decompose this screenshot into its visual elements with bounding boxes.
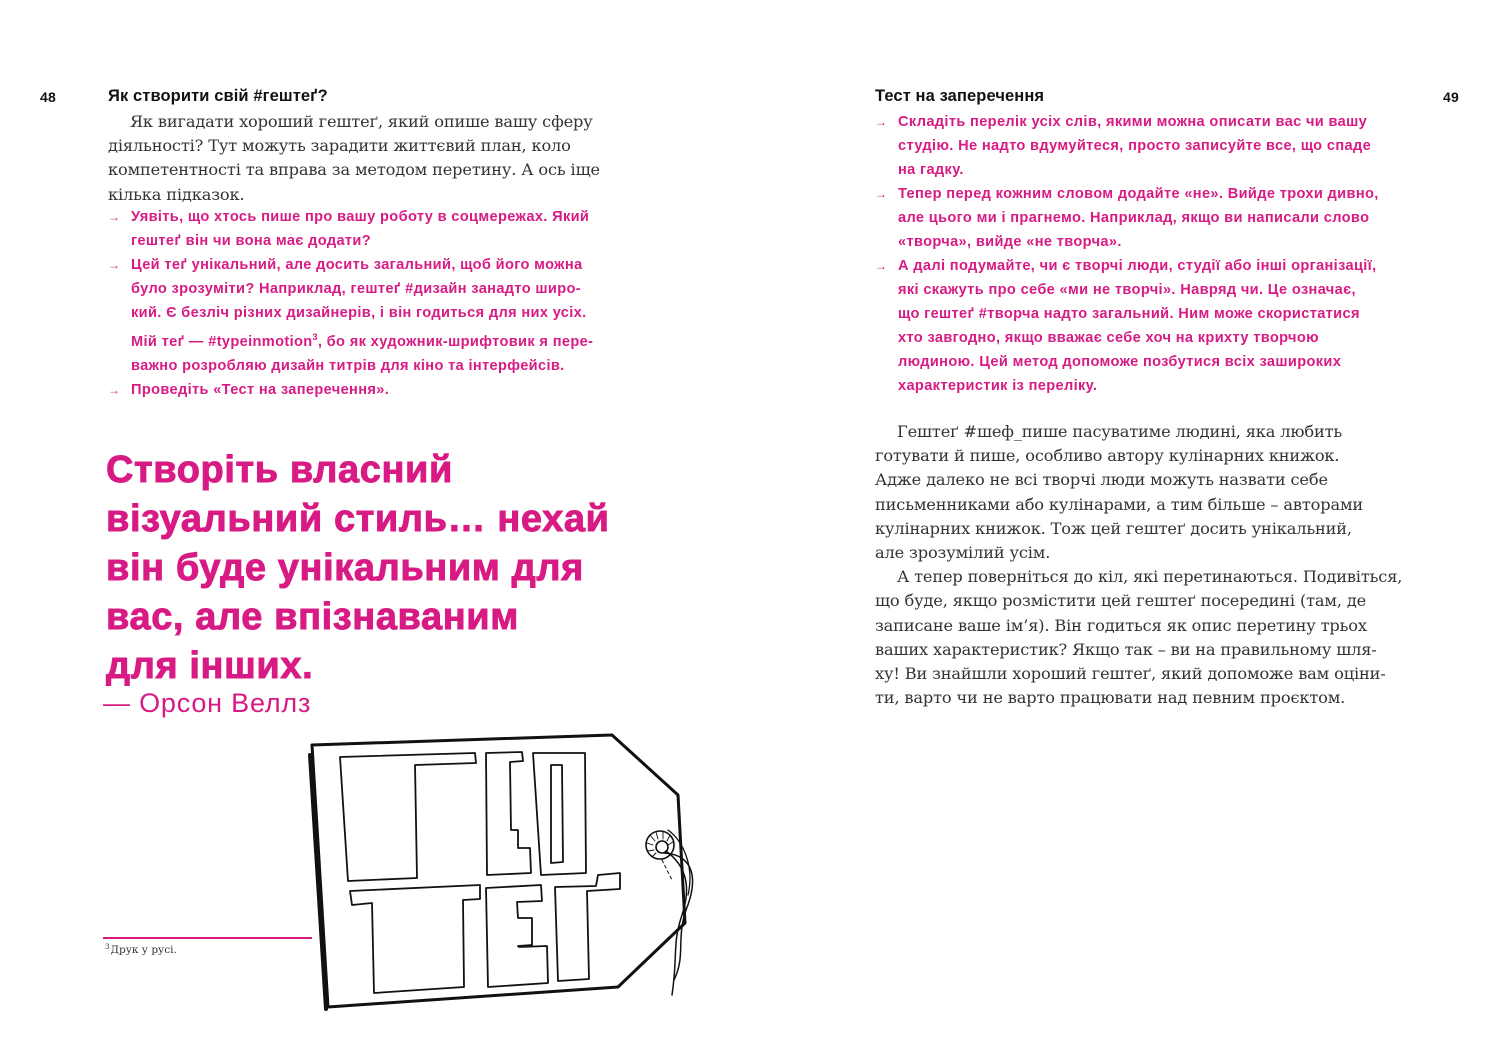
text-line: студію. Не надто вдумуйтеся, просто записуйте все, що спаде xyxy=(898,138,1372,154)
arrow-right-icon: → xyxy=(875,115,888,129)
text-line: Цей теґ унікальний, але досить загальний, щоб його можна xyxy=(131,257,583,273)
text-fragment: , бо як художник-шрифтовик я пере- xyxy=(317,334,594,350)
text-line: Як вигадати хороший гештеґ, який опише вашу сферу xyxy=(130,112,593,131)
pullquote-line: він буде унікальним для xyxy=(106,547,584,589)
text-line: ху! Ви знайшли хороший гештеґ, який допоможе вам оціни- xyxy=(875,664,1386,684)
text-line: але зрозумілий усім. xyxy=(875,543,1051,563)
text-line: важно розробляю дизайн титрів для кіно та інтерфейсів. xyxy=(131,358,565,374)
list-item xyxy=(875,182,1415,254)
text-line: але цього ми і прагнемо. Наприклад, якщо ви написали слово xyxy=(898,210,1370,226)
page-number: 49 xyxy=(1443,89,1459,105)
section-heading: Як створити свій #гештеґ? xyxy=(108,87,328,105)
text-line: було зрозуміти? Наприклад, гештеґ #дизайн занадто широ- xyxy=(131,281,581,297)
price-tag-icon xyxy=(300,705,720,1025)
text-line: гештеґ він чи вона має додати? xyxy=(131,233,372,249)
text-line: діяльності? Тут можуть зарадити життєвий план, коло xyxy=(108,136,571,156)
page-number: 48 xyxy=(40,89,56,105)
pullquote-line: візуальний стиль… нехай xyxy=(106,498,610,540)
arrow-right-icon: → xyxy=(108,383,121,397)
text-line: які скажуть про себе «ми не творчі». Навряд чи. Це означає, xyxy=(898,282,1356,298)
text-line: хто завгодно, якщо вважає себе хоч на крихту творчою xyxy=(898,330,1319,346)
text-line: ваших характеристик? Якщо так – ви на правильному шля- xyxy=(875,639,1377,659)
pullquote-line: Створіть власний xyxy=(106,449,453,491)
tag-outline xyxy=(312,735,685,1007)
footnote-reference[interactable]: 3 xyxy=(312,332,318,342)
arrow-right-icon: → xyxy=(875,259,888,273)
text-line: на гадку. xyxy=(898,162,964,178)
letter-g-upturn xyxy=(555,873,620,981)
text-line: кілька підказок. xyxy=(108,184,245,204)
text-line: компетентності та вправа за методом перетину. А ось іще xyxy=(108,160,600,180)
text-line: що гештеґ #творча надто загальний. Ним може скористатися xyxy=(898,306,1360,322)
text-line: характеристик із переліку. xyxy=(898,378,1098,394)
list-item xyxy=(875,254,1415,398)
hashtag-tag-illustration xyxy=(300,705,720,1025)
text-line: ти, варто чи не варто працювати над певним проєктом. xyxy=(875,688,1346,708)
text-line: Уявіть, що хтось пише про вашу роботу в соцмережах. Який xyxy=(131,209,590,225)
list-item xyxy=(108,205,648,253)
text-line xyxy=(131,325,648,354)
text-fragment: Мій теґ — #typeinmotion xyxy=(131,334,313,350)
letter-sh xyxy=(533,753,586,875)
paragraph-chef-hashtag xyxy=(875,420,1435,710)
section-heading: Тест на заперечення xyxy=(875,87,1045,105)
arrow-right-icon: → xyxy=(108,210,121,224)
negation-test-steps xyxy=(875,110,1415,398)
list-item xyxy=(108,253,648,378)
text-line: кулінарних книжок. Тож цей гештеґ досить унікальний, xyxy=(875,518,1352,538)
quote-attribution: — Орсон Веллз xyxy=(103,688,312,718)
text-line: записане ваше ім’я). Він годиться як опис перетину трьох xyxy=(875,615,1367,635)
text-line: готувати й пише, особливо автору кулінарних книжок. xyxy=(875,446,1340,466)
text-line: «творча», вийде «не творча». xyxy=(898,234,1122,250)
pullquote-line: вас, але впізнаваним xyxy=(106,596,519,638)
text-line: А тепер поверніться до кіл, які перетинаються. Подивіться, xyxy=(897,567,1403,587)
text-line: Тепер перед кожним словом додайте «не». Вийде трохи дивно, xyxy=(898,186,1379,202)
text-line: людиною. Цей метод допоможе позбутися всіх заширoких xyxy=(898,354,1342,370)
letter-t xyxy=(350,885,480,993)
footnote-divider xyxy=(103,937,312,939)
text-line: Гештеґ #шеф_пише пасуватиме людині, яка любить xyxy=(897,422,1343,441)
text-line: що буде, якщо розмістити цей гештеґ посередині (там, де xyxy=(875,591,1367,611)
text-line: Проведіть «Тест на заперечення». xyxy=(131,382,390,398)
list-item xyxy=(875,110,1415,182)
text-line: А далі подумайте, чи є творчі люди, студії або інші організації, xyxy=(898,258,1377,274)
pullquote-line: для інших. xyxy=(106,645,314,687)
intro-paragraph xyxy=(108,110,628,207)
footnote-text: Друк у русі. xyxy=(110,944,177,956)
right-page xyxy=(750,0,1500,1050)
footnote-number: 3 xyxy=(105,943,110,951)
list-item xyxy=(108,378,648,402)
text-line: письменниками або кулінарами, а тим більше – авторами xyxy=(875,494,1364,514)
tips-list xyxy=(108,205,648,402)
text-line: Складіть перелік усіх слів, якими можна описати вас чи вашу xyxy=(898,114,1368,130)
text-line: кий. Є безліч різних дизайнерів, і він годиться для них усіх. xyxy=(131,305,587,321)
arrow-right-icon: → xyxy=(108,258,121,272)
pullquote xyxy=(106,446,610,691)
letter-e-lower xyxy=(486,885,548,987)
text-line: Адже далеко не всі творчі люди можуть назвати себе xyxy=(875,470,1328,490)
letter-e xyxy=(486,752,531,875)
arrow-right-icon: → xyxy=(875,187,888,201)
letter-g xyxy=(340,753,476,881)
footnote xyxy=(105,943,177,956)
